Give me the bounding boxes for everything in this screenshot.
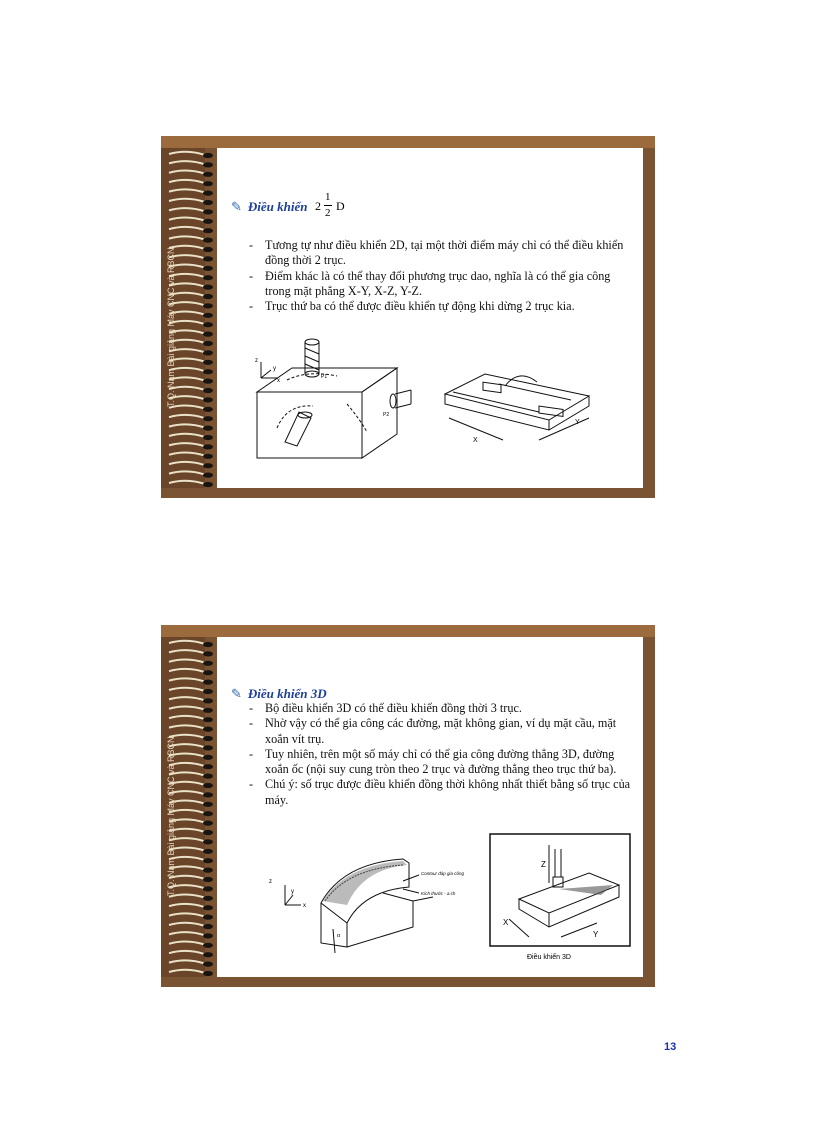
binding-ring [169,932,213,938]
helical-surface-diagram [263,843,465,959]
slide-heading: ✎ Điều khiển [231,199,308,214]
list-item: - Tương tự như điều khiển 2D, tại một thời điểm máy chỉ có thể điều khiển đồng thời 2 trục. [249,238,624,268]
binding-ring [169,471,213,477]
axis-label: y [273,366,276,372]
page-number: 13 [664,1041,677,1053]
binding-ring [169,970,213,976]
binding-ring [169,199,213,205]
slide-bottom-border [161,488,655,498]
fraction-whole: 2 [315,199,321,213]
angle-label: α [337,933,341,939]
annotation-label: Contour đáp gia công [421,871,465,876]
figure-caption: Điều khiển 3D [527,954,571,961]
slide-bottom-border [161,977,655,987]
pocket-part-diagram [439,358,599,448]
slide-top-border [161,625,655,637]
axis-label: z [255,358,258,364]
fraction-numerator: 1 [325,191,331,203]
binding-ring [169,434,213,440]
binding-ring [169,161,213,167]
binding-ring [169,218,213,224]
binding-ring [169,443,213,449]
slide-top-border [161,136,655,148]
axis-label: y [291,889,294,895]
axis-label: z [269,879,272,885]
axis-label: X [473,437,478,444]
bullet-pen-icon: ✎ [231,686,242,701]
binding-ring [169,180,213,186]
list-item: - Chú ý: số trục được điều khiển đồng thời không nhất thiết bằng số trục của máy. [249,777,631,807]
binding-ring [169,669,213,675]
binding-ring [169,171,213,177]
binding-ring [169,707,213,713]
fraction-denominator: 2 [325,207,331,219]
slide-1 [161,136,655,498]
axis-label: x [303,903,306,909]
sidebar-author-text: T.Q. Nam Bài giảng Máy CNC và RBCN [166,736,176,896]
list-item: - Tuy nhiên, trên một số máy chỉ có thể gia công đường thẳng 3D, đường xoắn ốc (nội suy cung tròn theo 2 trục và đường thẳng theo trục thứ ba). [249,746,617,777]
slide-2 [161,625,655,987]
binding-ring [169,208,213,214]
binding-ring [169,189,213,195]
binding-ring [169,697,213,703]
binding-ring [169,688,213,694]
binding-ring [169,424,213,430]
sidebar-author-text: T.Q. Nam Bài giảng Máy CNC và RBCN [166,247,176,407]
axis-label: Y [575,419,580,426]
3d-control-diagram [489,833,631,965]
bullet-list [249,701,639,808]
annotation-label: Kích thước - a.ch [421,891,456,896]
binding-ring [169,942,213,948]
list-item: - Bộ điều khiển 3D có thể điều khiển đồng thời 3 trục. [249,701,522,715]
bullet-list [249,238,639,314]
binding-ring [169,904,213,910]
binding-ring [169,923,213,929]
slide-heading: ✎ Điều khiển 3D [231,686,327,701]
binding-ring [169,678,213,684]
binding-ring [169,453,213,459]
fraction-unit: D [336,199,345,213]
fraction-bar [324,205,332,206]
binding-ring [169,913,213,919]
axis-label: Z [541,860,546,869]
list-item: - Điểm khác là có thể thay đổi phương trục dao, nghĩa là có thể gia công trong mặt phẳng X-Y, X-Z, Y-Z. [249,268,611,298]
binding-ring [169,481,213,487]
binding-ring [169,462,213,468]
binding-ring [169,415,213,421]
axis-label: Y [593,930,599,939]
list-item: - Trục thứ ba có thể được điều khiển tự động khi dừng 2 trục kia. [249,299,575,314]
bullet-pen-icon: ✎ [231,199,242,214]
point-label: P2 [383,412,390,418]
binding-ring [169,641,213,647]
binding-ring [169,152,213,158]
binding-ring [169,660,213,666]
point-label: P1 [321,374,328,380]
axis-label: x [277,378,280,384]
binding-ring [169,960,213,966]
axis-label: X [503,918,509,927]
block-with-tools-diagram [247,332,417,462]
binding-ring [169,650,213,656]
list-item: - Nhờ vậy có thể gia công các đường, mặt không gian, ví dụ mặt cầu, mặt xoắn vít trụ. [249,716,617,746]
binding-ring [169,951,213,957]
